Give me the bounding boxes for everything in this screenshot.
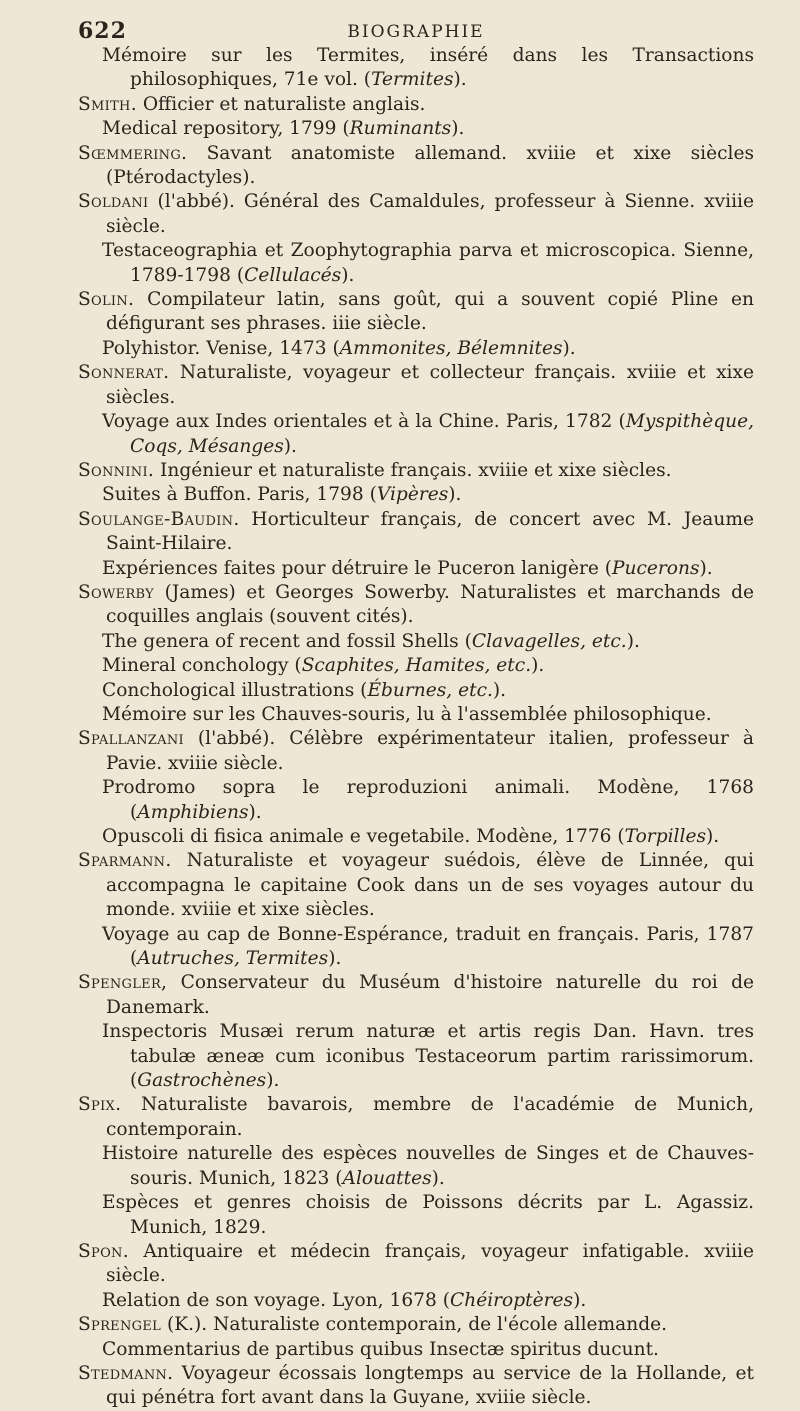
work-citation — [78, 703, 754, 727]
work-topic: Éburnes, etc. — [367, 679, 493, 701]
work-tail: ). — [248, 801, 262, 823]
biography-entry — [78, 1313, 754, 1362]
work-citation — [78, 1020, 754, 1093]
work-tail: ). — [448, 484, 462, 506]
work-citation — [78, 679, 754, 703]
work-citation — [78, 1338, 754, 1362]
biography-entry — [78, 849, 754, 971]
author-description: Compilateur latin, sans goût, qui a souvent copié Pline en défigurant ses phrases. iiie siècle. — [106, 289, 754, 335]
work-title: Expériences faites pour détruire le Puceron lanigère ( — [102, 557, 613, 579]
work-title: Mémoire sur les Termites, inséré dans les Transactions philosophiques, 71e vol. ( — [102, 45, 754, 91]
author-description: Horticulteur français, de concert avec M. Jeaume Saint-Hilaire. — [106, 508, 754, 555]
work-topic: Myspithèque, Coqs, Mésanges — [130, 411, 754, 457]
author-name: Solin. — [78, 289, 135, 311]
work-tail: ). — [431, 1167, 445, 1189]
work-title: Relation de son voyage. Lyon, 1678 ( — [102, 1289, 450, 1311]
author-name: Sowerby — [78, 581, 155, 603]
work-citation — [78, 654, 754, 678]
work-topic: Autruches, Termites — [137, 948, 329, 970]
work-title: Suites à Buffon. Paris, 1798 ( — [102, 484, 377, 506]
entry-heading — [78, 508, 754, 557]
author-name: Sparmann. — [78, 850, 172, 872]
entry-heading — [78, 849, 754, 922]
work-topic: Clavagelles, etc. — [471, 630, 627, 652]
author-description: (James) et Georges Sowerby. Naturalistes et marchands de coquilles anglais (souvent cités). — [106, 581, 754, 628]
biography-entry — [78, 288, 754, 361]
entry-heading — [78, 1240, 754, 1289]
page-header — [78, 12, 754, 44]
work-topic: Ruminants — [349, 118, 452, 140]
entry-heading — [78, 1362, 754, 1411]
author-name: Spon. — [78, 1240, 129, 1262]
author-description: Ingénieur et naturaliste français. xviiie et xixe siècles. — [154, 459, 672, 481]
work-title: Inspectoris Musæi rerum naturæ et artis regis Dan. Havn. tres tabulæ æneæ cum iconibus Testaceorum partim rarissimorum. ( — [102, 1021, 754, 1092]
biography-entries — [78, 44, 754, 1411]
work-tail: ). — [341, 264, 355, 286]
work-title: Voyage aux Indes orientales et à la Chine. Paris, 1782 ( — [102, 411, 626, 433]
work-title: Mineral conchology ( — [102, 655, 302, 677]
work-citation — [78, 410, 754, 459]
work-title: Mémoire sur les Chauves-souris, lu à l'assemblée philosophique. — [102, 703, 712, 725]
work-title: Medical repository, 1799 ( — [102, 118, 350, 140]
biography-entry — [78, 190, 754, 288]
work-tail: ). — [531, 655, 545, 677]
author-description: Naturaliste bavarois, membre de l'académie de Munich, contemporain. — [106, 1094, 754, 1140]
author-name: Sprengel — [78, 1314, 162, 1336]
page-number: 622 — [78, 18, 127, 44]
work-citation — [78, 776, 754, 825]
author-name: Sœmmering. — [78, 142, 188, 164]
work-title: Commentarius de partibus quibus Insectæ spiritus ducunt. — [102, 1338, 659, 1360]
work-citation — [78, 1142, 754, 1191]
work-tail: ). — [266, 1070, 280, 1092]
biography-entry — [78, 44, 754, 93]
running-title: BIOGRAPHIE — [347, 22, 485, 42]
work-citation — [78, 825, 754, 849]
work-topic: Amphibiens — [137, 801, 249, 823]
work-tail: ). — [492, 679, 507, 701]
author-name: Spengler, — [78, 972, 168, 994]
work-citation — [78, 923, 754, 972]
biography-entry — [78, 1362, 754, 1411]
work-citation — [78, 483, 754, 507]
biography-entry — [78, 361, 754, 459]
work-topic: Ammonites, Bélemnites — [339, 337, 563, 359]
work-topic: Termites — [371, 69, 454, 91]
work-citation — [78, 630, 754, 654]
author-name: Stedmann. — [78, 1362, 174, 1384]
work-topic: Gastrochènes — [137, 1070, 267, 1092]
work-tail: ). — [706, 826, 720, 847]
biography-entry — [78, 727, 754, 849]
entry-heading — [78, 971, 754, 1020]
author-name: Smith. — [78, 93, 137, 115]
author-description: Naturaliste, voyageur et collecteur français. xviiie et xixe siècles. — [106, 362, 754, 408]
work-topic: Alouattes — [342, 1167, 432, 1189]
author-description: (l'abbé). Général des Camaldules, professeur à Sienne. xviiie siècle. — [106, 191, 754, 237]
work-topic: Torpilles — [624, 826, 706, 847]
work-citation — [78, 1289, 754, 1313]
author-name: Soldani — [78, 191, 149, 213]
work-tail: ). — [451, 118, 465, 140]
entry-heading — [78, 581, 754, 630]
work-topic: Chéiroptères — [450, 1289, 574, 1311]
biography-entry — [78, 581, 754, 727]
work-citation — [78, 557, 754, 581]
work-title: Histoire naturelle des espèces nouvelles de Singes et de Chauves-souris. Munich, 1823 ( — [102, 1143, 754, 1189]
author-description: (l'abbé). Célèbre expérimentateur italien, professeur à Pavie. xviiie siècle. — [106, 728, 754, 774]
entry-heading — [78, 1093, 754, 1142]
author-name: Sonnerat. — [78, 362, 170, 384]
work-title: Espèces et genres choisis de Poissons décrits par L. Agassiz. Munich, 1829. — [102, 1192, 754, 1238]
entry-heading — [78, 727, 754, 776]
work-title: Voyage au cap de Bonne-Espérance, traduit en français. Paris, 1787 ( — [102, 923, 754, 970]
work-topic: Cellulacés — [244, 264, 342, 286]
biography-entry — [78, 93, 754, 142]
work-tail: ). — [699, 557, 713, 579]
work-topic: Pucerons — [612, 557, 700, 579]
biography-entry — [78, 1240, 754, 1313]
author-description: Naturaliste et voyageur suédois, élève de Linnée, qui accompagna le capitaine Cook dans un de ses voyages autour du monde. xviiie et xixe siècles. — [106, 850, 754, 921]
work-citation — [78, 44, 754, 93]
work-title: Prodromo sopra le reproduzioni animali. Modène, 1768 ( — [102, 777, 754, 823]
biography-entry — [78, 142, 754, 191]
biography-entry — [78, 459, 754, 508]
work-title: The genera of recent and fossil Shells ( — [102, 630, 472, 652]
author-description: Savant anatomiste allemand. xviiie et xixe siècles (Ptérodactyles). — [106, 142, 754, 189]
work-tail: ). — [573, 1289, 587, 1311]
author-description: (K.). Naturaliste contemporain, de l'école allemande. — [161, 1314, 668, 1336]
author-name: Spallanzani — [78, 728, 184, 750]
work-tail: ). — [328, 948, 342, 970]
work-topic: Scaphites, Hamites, etc. — [301, 655, 532, 677]
work-topic: Vipères — [376, 484, 449, 506]
author-name: Soulange-Baudin. — [78, 508, 240, 530]
work-title: Opuscoli di fisica animale e vegetabile. Modène, 1776 ( — [102, 826, 625, 847]
biography-entry — [78, 1093, 754, 1239]
work-citation — [78, 1191, 754, 1240]
work-citation — [78, 117, 754, 141]
work-tail: ). — [453, 69, 467, 91]
biography-entry — [78, 971, 754, 1093]
work-citation — [78, 337, 754, 361]
author-description: Conservateur du Muséum d'histoire naturelle du roi de Danemark. — [106, 972, 754, 1018]
author-name: Spix. — [78, 1094, 122, 1116]
work-tail: ). — [626, 630, 640, 652]
entry-heading — [78, 288, 754, 337]
work-tail: ). — [283, 435, 297, 457]
entry-heading — [78, 459, 754, 483]
work-title: Conchological illustrations ( — [102, 679, 368, 701]
entry-heading — [78, 361, 754, 410]
entry-heading — [78, 93, 754, 117]
work-tail: ). — [562, 337, 576, 359]
author-description: Voyageur écossais longtemps au service de la Hollande, et qui pénétra fort avant dans la Guyane, xviiie siècle. — [106, 1362, 754, 1409]
work-title: Testaceographia et Zoophytographia parva et microscopica. Sienne, 1789-1798 ( — [102, 240, 754, 286]
author-description: Antiquaire et médecin français, voyageur infatigable. xviiie siècle. — [106, 1240, 754, 1287]
author-name: Sonnini. — [78, 459, 155, 481]
work-citation — [78, 239, 754, 288]
entry-heading — [78, 142, 754, 191]
work-title: Polyhistor. Venise, 1473 ( — [102, 337, 340, 359]
biography-entry — [78, 508, 754, 581]
entry-heading — [78, 1313, 754, 1337]
author-description: Officier et naturaliste anglais. — [136, 93, 426, 115]
entry-heading — [78, 190, 754, 239]
